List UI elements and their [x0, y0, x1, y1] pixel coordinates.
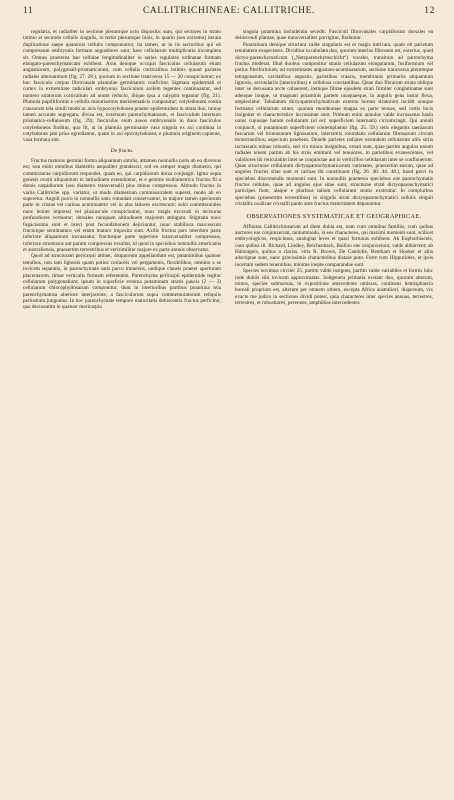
right-paragraph-3: Affinitas Callitrichinearum ad diem dubia est, nam cum omnibus familiis, cum quibus auctores eas conjunxerunt, tantummodo, si eos characteres, qui maximi momenti sunt, scilicet embryologicos, respicimus, analogias leves et quasi fortuitas exhibent. Ab Euphorbiaceis, cum quibus ill. Richard, Lindley, Reichenbach, Baillon eas conjunxerunt, valde abhorrent; ab Halorageis, quibus a clariss. viris R. Brown, De Candolle, Bentham et Hooker et aliis adscriptae sunt, nunc gravissimis characteribus distare puto. Forte cum Hippurideis, et ipsis incertam sedem tenentibus, minime inepte comparandae sunt. — [235, 223, 433, 268]
right-paragraph-1: singula putamina includentia secedit. Fasciculi fibrovasales carpidiorum dorsales ea dehiscendi plantae, quae transversaliter porrigitur, finduntur. — [235, 29, 433, 42]
left-paragraph-3: Quod ad structuram pericarpii attinet, drupaceum appellandum est, putaminibus quatuor tenuibus, non tam lignosis quam potius coriaceis vel pergamenis, flexibilibus, omnino a se invicem separatis, in parenchymate satis parco immersis, undique clausis praeter aperturam placentarem, rimae verticalis formam referentem. Parenchyma pericarpii epidermide tegitur cellularum polygonalium; ipsum in superficie externa putaminum stratis paucis (2 — 3) cellularum chlorophyllosarum componitur, dum in interioribus partibus putamina tela parenchymatosa uberiore interjacente, a fasciculorum supra commemoratorum reliquiis perlustrata junguntur. In hoc parenchymate tempore maturitatis dehiscentia fructus perficitur, qua decussatim in quatuor mericarpia — [23, 253, 221, 311]
left-paragraph-2: Fructus maturus germini forma aliquantum similis, attamen nonnullis notis ab eo diversus est; non enim omnibus diametris aequaliter grandescit, sed eo semper magis diametro, qui commissurae carpidiorum respondet, quam eo, qui carpidiorum dorsa conjungit. Igitur septa genesis ovarii aliquantum in latitudinem extenduntur, et e gemme isodiametrico fructus fit a dorsis carpidiorum (seu diametro transversali) plus minus compressus. Altitudo fructus in variis Callitriche spp. variatur, ut modo diametrum commissuralem superet, modo ab eo superetur. Anguli porro in nonnullis satis rotundati conservantur, in majore tamen specierum parte in cristas vel carinas acuminantur vel in alas latiores excrescunt; sulci commissurales nunc leniter impressi vel plusiuscule conspiciuntur, nunc magis excavati in incisuras profundiores vertuntur; dorsales nunquam altitudinem majorem attingunt. Stigmata nunc fugacissima sunt et brevi post fecundationem dejiciuntur, nunc stabiliora marcescunt fructuique semimaturo vel etiam maturo imposita sunt. Axilis fructus pars interdum parte inferiore aliquantum incrassatur, fructusque parte superiore transversaliter compressus, inferiore strumosus aut parum compressus exsultat, id quod in speciebus nonnullis americanis et australiensis, praesertim terrestribus et verisimiliter majore ex parte annuis observatur. — [23, 157, 221, 253]
running-title: CALLITRICHINEAE: CALLITRICHE. — [142, 6, 316, 16]
page-number-left: 11 — [23, 6, 34, 16]
right-column — [235, 29, 433, 794]
section-heading-de-fructu: De fructu. — [110, 147, 134, 154]
page-number-right: 12 — [424, 6, 435, 16]
left-paragraph-1: regularia, et radialiter in sectione plerumque octo disposita: sunt, qui sectores in strato intimo et secundo cellulis singulis, in tertio plerumque binis, in quarto (seu extremo) iterata duplicatione saepe quaternis cellulis componuntur, ita tamen, ut in iis sectoribus qui ob compressum embryonis formam angustiores sunt, haec cellularum multiplicatio incompleta sit. Omnes praeterea hae cellulae longitudinaliter in series regulares ordinatae formam elongato-parenchymaticam exhibent. Axin denique occupat fasciculus cellularum etiam angustiorum, polygonali-prismaticarum, cum cellulis corticalibus intimis quoad parietes radiales alternantium (fig. 27. 28.), quorum in sectione transversa 15 — 20 conspiciuntur; ex hoc fasciculo corpus fibrovasale plantulae germinantis conficitur. Sigmata epidermali et cortex in extremitate radiculari embryonis fasciculum axilem tegentes continuantur, sed numero stratorum corticalium ad unum reducto, ibique ipsa a calyptra tegantur (fig. 21). Plumula papilliformis e cellulis minutissimis meristematicis componitur; cotyledonum contra crassorum tela simili modo ac axis hypocotyledonea praeter epidermidem in strata duo, minus tamen accurate segregata, divisa est, externum parenchymatosum, et fasciculum internum prismatico-cellulosum (fig. 29); fasciculus enim axeos embryonalis in duos fasciculos cotyledoneos finditur, quo fit, ut in plantula germinante vasa singula ex axi continua in cotyledones jam prius egrediantur, quam in axi epicotyledonea, e plumula originem capiente, vasa formata sint. — [23, 29, 221, 144]
running-header — [23, 6, 435, 20]
right-paragraph-4: Species novimus circiter 25, partim valde insignes, partim valde variabiles et formis hinc inde dubiis sibi invicem approximatas. Subgenera primaria exstant duo, quorum alterum, minus, species submersas, in expositione antecedente omissas, continens hemisphaerio boreali proprium est, alterum per omnem orbem, excepta Africa australiori, dispersum, vix exacte me judice in sectiones dividi potest, quia characteres inter species annuas, terrestres, terrestres, et robustiores, perennes, amphibias intercedentes — [235, 268, 433, 306]
left-column — [23, 29, 221, 794]
section-heading-observationes: OBSERVATIONES SYSTEMATICAE ET GEOGRAPHICAE. — [246, 212, 422, 220]
right-paragraph-2: Putaminum denique structura valde singularis est et magis intricata, quam ob parietum tenuitatem exspectares. Dividitur in tabulata duo, quorum interius fibrosum est, exterius, quod dictyo-parenchymaticum („Netzparenchymschicht“) vocabo, transitum ad parenchyma fructus moderat. Illud duobus componitur stratis cellularum elongatarum, fusiformium vel potius fibriformium, ad extremitates angustato-acuminatarum, sectione transversa plerumque tetragonarum, cavitatibus angustis, parietibus crassis, membranis primariis aliquantum lignosis, secundariis (interioribus) e cellulosa constantibus. Quae duo fibrarum strata oblique inter se decussata arcte cohaerent, itemque fibrae ejusdem strati firmiter conglutinatae sunt adeoque longae, ut magnam putaminis partem unaquaeque, in angulis gens instar flexa, amplectatur. Tabulatum dictyoparenchymaticum externo horum stratorum incidit unoque formatur cellularum strato, quarum membranae magna ex parte tenues, sed certis locis insigniter et characteristice incrassatae sunt. Primum enim annulus valde incrassatus basin unius cujusque harum cellularum (id est: superficiem internam) circumcingit. Qui annuli conjuncti, si putaminum superficiem contemplamur (fig. 25. 59.) retis elegantis taeniarum fuscarum vel brunnearum lignosarum, interstitiis rotundatis cellularum fibrosarum circum monstrantibus, aspectum praebent. Deinde parietes radiales earundem cellularum aliis striis incrassatis minus robustis, sed vix minus insignibus, ornati sunt, quae partim angulos earum radiales tenent partim ab his striis emittunt vel tenuiores, in parietibus evanescentes, vel validiores ibi reticulatim inter se conjunctae aut in verticillos cellularum inter se conflunerunt. Quae structurae cellularum dictyoparenchymaticarum varietates, praesertim earum, quae ad angulos fructus sitae sunt et carinas ibi constituunt (fig. 26. 40. 44. 48.), haud parvi in speciebus discernendis momenti sunt. In nonnullis praeterea speciebus eae parenchymatis fructus cellulae, quae ad angulos ejus sitae sunt, structurae strati dictyoparenchymatici participes fiunt, alaque e pluribus talium cellularum stratis exstruitur. In complurbus speciebus (praesertim terrestribus) in singulis strati dictyoparenchymatici cellulis singuli cristallis oxalicae crystalli paulo ante fructus maturitatem deponuntur. — [235, 41, 433, 208]
